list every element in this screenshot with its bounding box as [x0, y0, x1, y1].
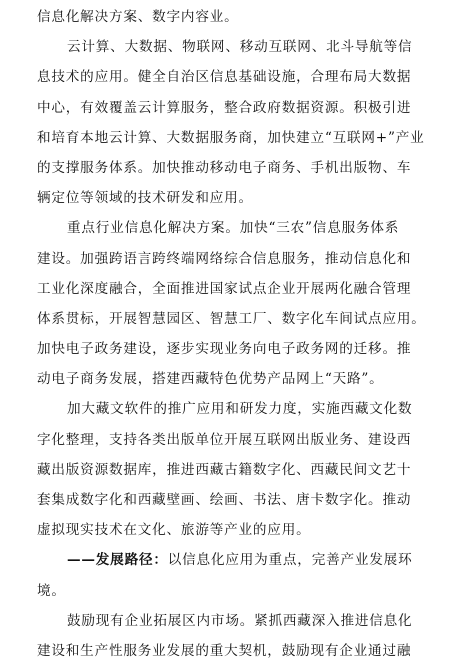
text-line: 藏出版资源数据库，推进西藏古籍数字化、西藏民间文艺十 — [37, 461, 412, 478]
text-line: 和培育本地云计算、大数据服务商，加快建立“互联网+”产业 — [37, 129, 425, 146]
text-line: 的支撑服务体系。加快推动移动电子商务、手机出版物、车 — [37, 159, 412, 176]
text-line: 鼓励现有企业拓展区内市场。紧抓西藏深入推进信息化 — [67, 612, 413, 629]
text-line: 信息化解决方案、数字内容业。 — [37, 9, 239, 25]
path-heading-label: ——发展路径： — [67, 552, 168, 569]
path-heading-line — [37, 545, 450, 575]
text-line: 套集成数字化和西藏壁画、绘画、书法、唐卡数字化。推动 — [37, 492, 412, 508]
text-line: 体系贯标，开展智慧园区、智慧工厂、数字化车间试点应用。 — [37, 310, 426, 327]
path-heading-text: 以信息化应用为重点，完善产业发展环 — [167, 552, 413, 569]
text-line: 虚拟现实技术在文化、旅游等产业的应用。 — [37, 522, 311, 539]
text-line: 建设和生产性服务业发展的重大契机，鼓励现有企业通过融 — [37, 642, 412, 659]
text-line: 境。 — [37, 582, 66, 599]
text-line: 动电子商务发展，搭建西藏特色优势产品网上“天路”。 — [37, 371, 384, 388]
text-line: 建设。加强跨语言跨终端网络综合信息服务，推动信息化和 — [37, 250, 412, 267]
text-line: 加快电子政务建设，逐步实现业务向电子政务网的迁移。推 — [37, 341, 412, 358]
text-line: 辆定位等领域的技术研发和应用。 — [37, 190, 253, 207]
text-line: 加大藏文软件的推广应用和研发力度，实施西藏文化数 — [67, 401, 413, 418]
text-line: 云计算、大数据、物联网、移动互联网、北斗导航等信 — [67, 39, 413, 56]
text-line: 工业化深度融合，全面推进国家试点企业开展两化融合管理 — [37, 280, 412, 297]
text-line: 中心，有效覆盖云计算服务，整合政府数据资源。积极引进 — [37, 99, 412, 116]
text-line: 字化整理，支持各类出版单位开展互联网出版业务、建设西 — [37, 431, 412, 448]
text-line: 息技术的应用。健全自治区信息基础设施，合理布局大数据 — [37, 69, 412, 86]
text-line: 重点行业信息化解决方案。加快“三农”信息服务体系 — [67, 220, 400, 237]
